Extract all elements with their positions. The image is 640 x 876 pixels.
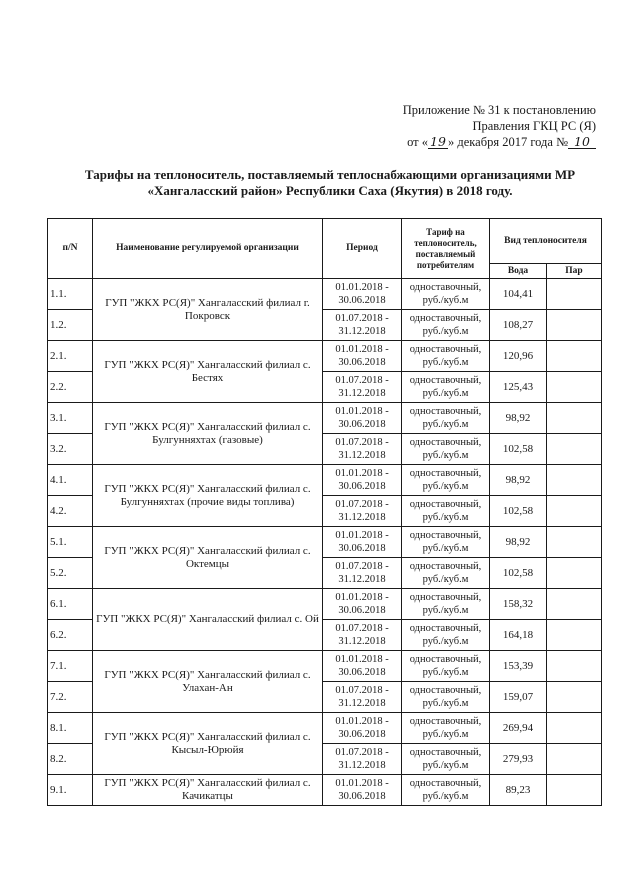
water-tariff-value: 102,58: [490, 434, 547, 465]
steam-tariff-value: [547, 558, 602, 589]
column-header-org: Наименование регулируемой организации: [93, 219, 323, 279]
period-cell: 01.01.2018 - 30.06.2018: [323, 341, 402, 372]
tariff-unit-cell: одноставочный, руб./куб.м: [402, 775, 490, 806]
period-cell: 01.07.2018 - 31.12.2018: [323, 310, 402, 341]
period-cell: 01.01.2018 - 30.06.2018: [323, 775, 402, 806]
water-tariff-value: 159,07: [490, 682, 547, 713]
row-number: 2.1.: [48, 341, 93, 372]
row-number: 6.1.: [48, 589, 93, 620]
steam-tariff-value: [547, 310, 602, 341]
row-number: 8.2.: [48, 744, 93, 775]
steam-tariff-value: [547, 682, 602, 713]
steam-tariff-value: [547, 465, 602, 496]
column-header-water: Вода: [490, 264, 547, 279]
period-cell: 01.01.2018 - 30.06.2018: [323, 589, 402, 620]
title-line-2: «Хангаласский район» Республики Саха (Якутия) в 2018 году.: [147, 183, 513, 198]
tariff-unit-cell: одноставочный, руб./куб.м: [402, 589, 490, 620]
column-header-kind: Вид теплоносителя: [490, 219, 602, 264]
row-number: 7.2.: [48, 682, 93, 713]
organization-name: ГУП "ЖКХ РС(Я)" Хангаласский филиал с. Качикатцы: [93, 775, 323, 806]
water-tariff-value: 120,96: [490, 341, 547, 372]
row-number: 8.1.: [48, 713, 93, 744]
period-cell: 01.01.2018 - 30.06.2018: [323, 279, 402, 310]
header-number-handwritten: 10: [568, 136, 596, 149]
tariff-unit-cell: одноставочный, руб./куб.м: [402, 372, 490, 403]
period-cell: 01.07.2018 - 31.12.2018: [323, 744, 402, 775]
period-cell: 01.01.2018 - 30.06.2018: [323, 527, 402, 558]
tariff-unit-cell: одноставочный, руб./куб.м: [402, 310, 490, 341]
steam-tariff-value: [547, 279, 602, 310]
table-row: [48, 775, 602, 806]
row-number: 7.1.: [48, 651, 93, 682]
column-header-num: п/N: [48, 219, 93, 279]
table-row: [48, 589, 602, 620]
header-date-prefix: от «: [407, 135, 428, 149]
water-tariff-value: 89,23: [490, 775, 547, 806]
water-tariff-value: 125,43: [490, 372, 547, 403]
organization-name: ГУП "ЖКХ РС(Я)" Хангаласский филиал с. Булгунняхтах (газовые): [93, 403, 323, 465]
row-number: 5.1.: [48, 527, 93, 558]
document-title: [60, 167, 600, 199]
water-tariff-value: 108,27: [490, 310, 547, 341]
period-cell: 01.01.2018 - 30.06.2018: [323, 651, 402, 682]
row-number: 1.1.: [48, 279, 93, 310]
tariff-unit-cell: одноставочный, руб./куб.м: [402, 651, 490, 682]
table-row: [48, 341, 602, 372]
water-tariff-value: 158,32: [490, 589, 547, 620]
table-row: [48, 403, 602, 434]
row-number: 3.1.: [48, 403, 93, 434]
header-day-handwritten: 19: [428, 136, 448, 149]
tariff-unit-cell: одноставочный, руб./куб.м: [402, 496, 490, 527]
tariff-unit-cell: одноставочный, руб./куб.м: [402, 279, 490, 310]
organization-name: ГУП "ЖКХ РС(Я)" Хангаласский филиал г. Покровск: [93, 279, 323, 341]
steam-tariff-value: [547, 589, 602, 620]
steam-tariff-value: [547, 620, 602, 651]
column-header-steam: Пар: [547, 264, 602, 279]
water-tariff-value: 98,92: [490, 527, 547, 558]
table-row: [48, 279, 602, 310]
water-tariff-value: 98,92: [490, 403, 547, 434]
steam-tariff-value: [547, 775, 602, 806]
row-number: 2.2.: [48, 372, 93, 403]
organization-name: ГУП "ЖКХ РС(Я)" Хангаласский филиал с. Ой: [93, 589, 323, 651]
steam-tariff-value: [547, 403, 602, 434]
steam-tariff-value: [547, 434, 602, 465]
document-header: [403, 102, 596, 150]
tariff-unit-cell: одноставочный, руб./куб.м: [402, 527, 490, 558]
water-tariff-value: 102,58: [490, 496, 547, 527]
tariff-unit-cell: одноставочный, руб./куб.м: [402, 713, 490, 744]
tariff-unit-cell: одноставочный, руб./куб.м: [402, 403, 490, 434]
water-tariff-value: 164,18: [490, 620, 547, 651]
title-line-1: Тарифы на теплоноситель, поставляемый теплоснабжающими организациями МР: [84, 167, 576, 182]
tariff-unit-cell: одноставочный, руб./куб.м: [402, 465, 490, 496]
period-cell: 01.07.2018 - 31.12.2018: [323, 372, 402, 403]
row-number: 5.2.: [48, 558, 93, 589]
header-board-line: Правления ГКЦ РС (Я): [472, 119, 596, 133]
period-cell: 01.01.2018 - 30.06.2018: [323, 403, 402, 434]
tariff-unit-cell: одноставочный, руб./куб.м: [402, 434, 490, 465]
tariff-unit-cell: одноставочный, руб./куб.м: [402, 682, 490, 713]
period-cell: 01.07.2018 - 31.12.2018: [323, 434, 402, 465]
tariff-unit-cell: одноставочный, руб./куб.м: [402, 341, 490, 372]
row-number: 4.1.: [48, 465, 93, 496]
steam-tariff-value: [547, 341, 602, 372]
period-cell: 01.01.2018 - 30.06.2018: [323, 465, 402, 496]
organization-name: ГУП "ЖКХ РС(Я)" Хангаласский филиал с. Булгунняхтах (прочие виды топлива): [93, 465, 323, 527]
header-date-line: [403, 134, 596, 150]
table-row: [48, 527, 602, 558]
tariff-table-body: [48, 279, 602, 806]
column-header-tariff: Тариф на теплоноситель, поставляемый потребителям: [402, 219, 490, 279]
table-row: [48, 713, 602, 744]
header-date-middle: » декабря 2017 года №: [448, 135, 568, 149]
organization-name: ГУП "ЖКХ РС(Я)" Хангаласский филиал с. Улахан-Ан: [93, 651, 323, 713]
period-cell: 01.01.2018 - 30.06.2018: [323, 713, 402, 744]
organization-name: ГУП "ЖКХ РС(Я)" Хангаласский филиал с. Бестях: [93, 341, 323, 403]
column-header-period: Период: [323, 219, 402, 279]
organization-name: ГУП "ЖКХ РС(Я)" Хангаласский филиал с. Кысыл-Юрюйя: [93, 713, 323, 775]
water-tariff-value: 102,58: [490, 558, 547, 589]
steam-tariff-value: [547, 527, 602, 558]
header-appendix-line: Приложение № 31 к постановлению: [402, 103, 596, 117]
tariff-unit-cell: одноставочный, руб./куб.м: [402, 620, 490, 651]
water-tariff-value: 104,41: [490, 279, 547, 310]
water-tariff-value: 153,39: [490, 651, 547, 682]
tariff-unit-cell: одноставочный, руб./куб.м: [402, 558, 490, 589]
row-number: 1.2.: [48, 310, 93, 341]
steam-tariff-value: [547, 651, 602, 682]
table-row: [48, 465, 602, 496]
row-number: 6.2.: [48, 620, 93, 651]
organization-name: ГУП "ЖКХ РС(Я)" Хангаласский филиал с. Октемцы: [93, 527, 323, 589]
water-tariff-value: 279,93: [490, 744, 547, 775]
steam-tariff-value: [547, 744, 602, 775]
tariff-unit-cell: одноставочный, руб./куб.м: [402, 744, 490, 775]
water-tariff-value: 269,94: [490, 713, 547, 744]
steam-tariff-value: [547, 372, 602, 403]
row-number: 4.2.: [48, 496, 93, 527]
period-cell: 01.07.2018 - 31.12.2018: [323, 682, 402, 713]
period-cell: 01.07.2018 - 31.12.2018: [323, 558, 402, 589]
row-number: 3.2.: [48, 434, 93, 465]
table-row: [48, 651, 602, 682]
row-number: 9.1.: [48, 775, 93, 806]
steam-tariff-value: [547, 496, 602, 527]
tariff-table: [47, 218, 602, 806]
steam-tariff-value: [547, 713, 602, 744]
period-cell: 01.07.2018 - 31.12.2018: [323, 620, 402, 651]
period-cell: 01.07.2018 - 31.12.2018: [323, 496, 402, 527]
water-tariff-value: 98,92: [490, 465, 547, 496]
